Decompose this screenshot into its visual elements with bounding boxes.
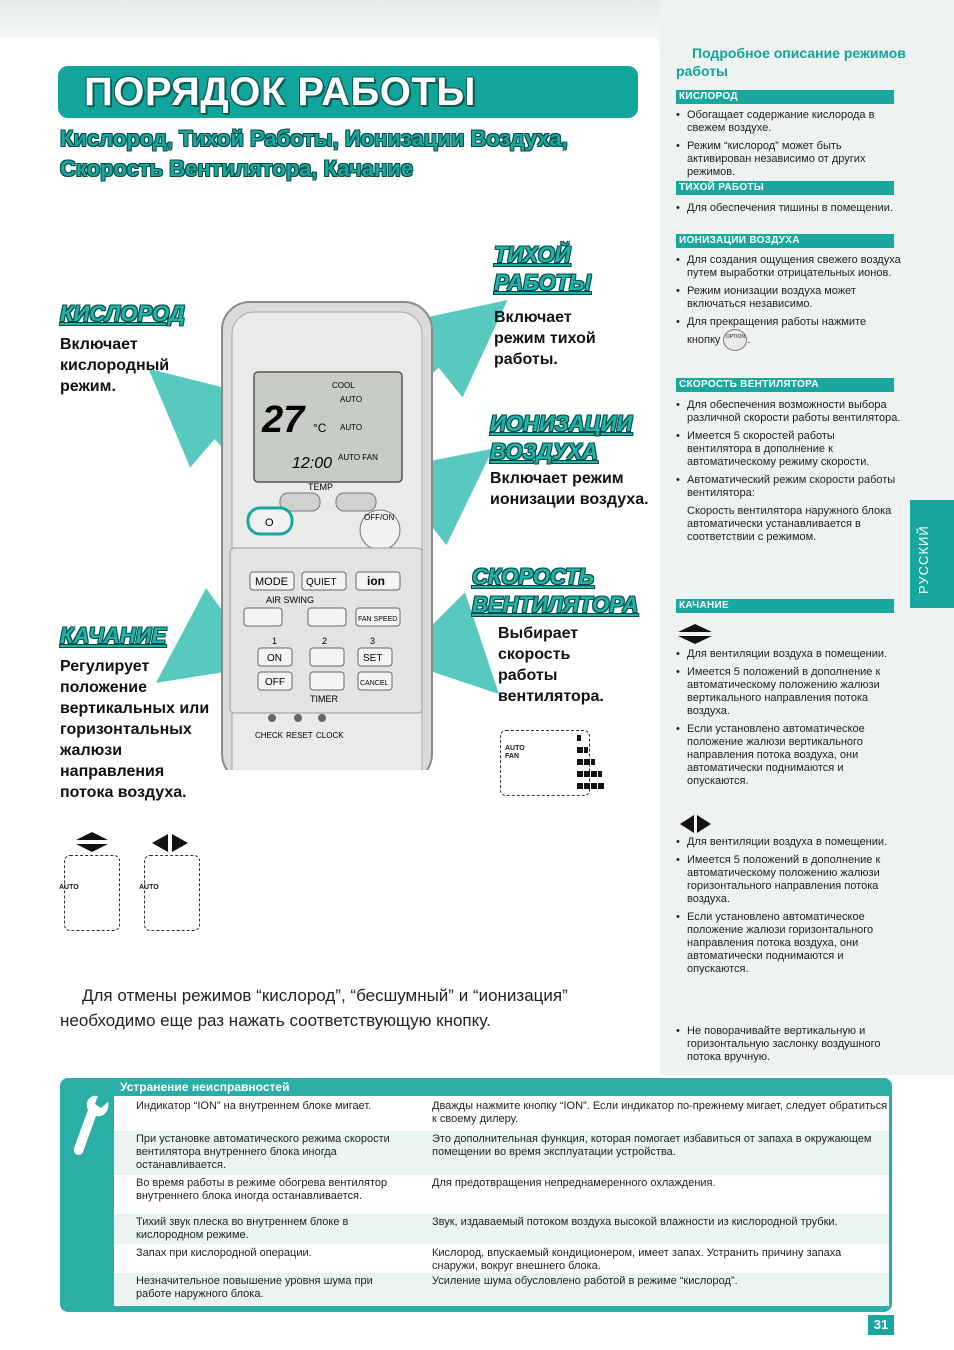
- timer-set-label: SET: [363, 653, 383, 664]
- page-subtitle: Кислород, Тихой Работы, Ионизации Воздуха, Скорость Вентилятора, Качание: [60, 126, 568, 181]
- problem-text: Запах при кислородной операции.: [136, 1247, 312, 1259]
- quiet-list: [676, 202, 901, 220]
- swing-horizontal-button[interactable]: [308, 608, 346, 626]
- temp-up-button[interactable]: [336, 493, 376, 511]
- list-item: • Не поворачивайте вертикальную и горизонтальную заслонку воздушного потока вручную.: [676, 1025, 901, 1064]
- list-item: • Имеется 5 положений в дополнение к автоматическому положению жалюзи горизонтального направления потока воздуха.: [676, 854, 901, 906]
- fan-list: [676, 399, 901, 549]
- quiet-label: QUIET: [306, 577, 337, 588]
- wrench-icon: [68, 1092, 112, 1162]
- ion-section-head: ИОНИЗАЦИИ ВОЗДУХА: [676, 234, 894, 248]
- fan-speed-label: FAN SPEED: [358, 616, 398, 623]
- mode-label: MODE: [255, 576, 288, 588]
- swing-vertical-icon: [72, 832, 112, 854]
- list-item: • Для вентиляции воздуха в помещении.: [676, 648, 901, 661]
- lcd-temp: 27: [262, 399, 305, 441]
- problem-text: Индикатор “ION” на внутреннем блоке мигает.: [136, 1100, 372, 1112]
- solution-text: Дважды нажмите кнопку “ION”. Если индикатор по-прежнему мигает, следует обратиться к своему дилеру.: [432, 1100, 888, 1125]
- lcd-auto-1: AUTO: [340, 395, 363, 404]
- table-cell-problem: [114, 1100, 409, 1113]
- swing-horizontal-auto: AUTO: [139, 884, 159, 891]
- troubleshooting-heading: Устранение неисправностей: [120, 1080, 290, 1094]
- list-item: • Для создания ощущения свежего воздуха путем выработки отрицательных ионов.: [676, 254, 901, 280]
- swing-horizontal-diagram: [139, 855, 200, 931]
- list-item: • Имеется 5 скоростей работы вентилятора в дополнение к автоматическому режиму скорости.: [676, 430, 901, 469]
- oxygen-section-head: КИСЛОРОД: [676, 90, 894, 104]
- quiet-title-1: ТИХОЙ: [494, 242, 571, 267]
- quiet-section-head: ТИХОЙ РАБОТЫ: [676, 181, 894, 195]
- problem-text: Незначительное повышение уровня шума при работе наружного блока.: [136, 1275, 373, 1300]
- cancel-note: [60, 983, 650, 1033]
- ion-list: [676, 254, 901, 356]
- clock-label: CLOCK: [316, 731, 344, 740]
- table-cell-solution: [410, 1216, 889, 1229]
- language-tab-label: РУССКИЙ: [916, 525, 931, 594]
- cancel-note-text: Для отмены режимов “кислород”, “бесшумный” и “ионизация” необходимо еще раз нажать соответствующую кнопку.: [60, 986, 568, 1030]
- list-item: • Для обеспечения тишины в помещении.: [676, 202, 901, 215]
- problem-text: Во время работы в режиме обогрева вентилятор внутреннего блока иногда останавливается.: [136, 1177, 388, 1202]
- timer-2: 2: [322, 636, 328, 646]
- fan-section-head: СКОРОСТЬ ВЕНТИЛЯТОРА: [676, 378, 894, 392]
- check-button[interactable]: [268, 714, 276, 722]
- swing-vertical-diagram: [59, 855, 120, 931]
- timer-label: TIMER: [310, 694, 338, 704]
- clock-button[interactable]: [318, 714, 326, 722]
- ion-label: ion: [367, 574, 385, 588]
- timer-1: 1: [272, 636, 278, 646]
- swing-section-head: КАЧАНИЕ: [676, 599, 894, 613]
- table-row: [114, 1100, 889, 1130]
- list-item: • Режим ионизации воздуха может включаться независимо.: [676, 285, 901, 311]
- list-item: Скорость вентилятора наружного блока автоматически устанавливается в соответствии с режимом.: [687, 505, 892, 543]
- timer-up-button[interactable]: [310, 648, 344, 666]
- ion-text: Включает режим ионизации воздуха.: [490, 470, 649, 508]
- list-item: • Имеется 5 положений в дополнение к автоматическому положению жалюзи вертикального направления потока воздуха.: [676, 666, 901, 718]
- table-cell-solution: [410, 1100, 889, 1126]
- table-cell-problem: [114, 1177, 409, 1203]
- quiet-title-2: РАБОТЫ: [494, 270, 592, 295]
- swing-note-list: [676, 1025, 901, 1069]
- swing-horizontal-list: [676, 836, 901, 981]
- ion-stop-text: Для прекращения работы нажмите кнопку: [687, 316, 867, 346]
- table-cell-problem: [114, 1275, 409, 1301]
- swing-title: КАЧАНИЕ: [60, 623, 167, 648]
- lcd-cool: COOL: [332, 381, 355, 390]
- swing-vertical-button[interactable]: [244, 608, 282, 626]
- timer-off-label: OFF: [265, 677, 285, 688]
- air-swing-label: AIR SWING: [266, 595, 315, 605]
- option-button-icon: [723, 329, 747, 351]
- ion-title-2: ВОЗДУХА: [490, 439, 598, 464]
- swing-horizontal-icon-right: [678, 814, 714, 834]
- solution-text: Кислород, впускаемый кондиционером, имеет запах. Устранить причину запаха снаружи, вокруг внешнего блока.: [432, 1247, 842, 1272]
- list-item: • Для прекращения работы нажмите кнопку OPTION .: [676, 316, 901, 351]
- list-item: • Автоматический режим скорости работы вентилятора:: [676, 474, 901, 500]
- reset-button[interactable]: [294, 714, 302, 722]
- fan-title-1: СКОРОСТЬ: [472, 564, 595, 589]
- table-cell-solution: [410, 1247, 889, 1273]
- details-heading-text: Подробное описание режимов работы: [676, 45, 906, 79]
- fan-text: Выбирает скорость работы вентилятора.: [498, 625, 604, 705]
- fan-bars-icon: [577, 733, 617, 793]
- oxygen-text: Включает кислородный режим.: [60, 336, 170, 395]
- lcd-auto-fan: AUTO FAN: [338, 453, 378, 462]
- list-item: • Для вентиляции воздуха в помещении.: [676, 836, 901, 849]
- list-item: • Если установлено автоматическое положение жалюзи горизонтального направления потока воздуха, они автоматически поднимаются и опускаются.: [676, 911, 901, 976]
- details-heading: [676, 44, 926, 80]
- oxygen-title: КИСЛОРОД: [60, 301, 185, 326]
- solution-text: Усиление шума обусловлено работой в режиме “кислород”.: [432, 1275, 738, 1287]
- table-cell-problem: [114, 1216, 409, 1242]
- offon-label: OFF/ON: [364, 513, 395, 522]
- lcd-auto-2: AUTO: [340, 423, 363, 432]
- timer-3: 3: [370, 636, 376, 646]
- table-cell-problem: [114, 1247, 409, 1260]
- auto-fan-label: AUTO FAN: [505, 745, 525, 760]
- solution-text: Для предотвращения непреднамеренного охлаждения.: [432, 1177, 716, 1189]
- lcd-unit: °C: [313, 421, 327, 435]
- swing-text: Регулирует положение вертикальных или горизонтальных жалюзи направления потока воздуха.: [60, 658, 210, 801]
- page-title: ПОРЯДОК РАБОТЫ: [84, 70, 476, 114]
- swing-vertical-icon-right: [676, 624, 714, 644]
- table-cell-problem: [114, 1133, 409, 1172]
- ion-title-1: ИОНИЗАЦИИ: [490, 411, 633, 436]
- list-item: • Для обеспечения возможности выбора различной скорости работы вентилятора.: [676, 399, 901, 425]
- language-tab: [910, 500, 954, 608]
- timer-on-label: ON: [267, 653, 282, 664]
- list-item: • Если установлено автоматическое положение жалюзи вертикального направления потока воздуха, они автоматически поднимаются и опускаются.: [676, 723, 901, 788]
- reset-label: RESET: [286, 731, 313, 740]
- table-cell-solution: [410, 1177, 889, 1190]
- option-button-label: OPTION: [725, 334, 746, 340]
- oxygen-list: [676, 109, 901, 184]
- swing-vertical-auto: AUTO: [59, 884, 79, 891]
- table-cell-solution: [410, 1133, 889, 1159]
- fan-title-2: ВЕНТИЛЯТОРА: [472, 592, 639, 617]
- check-label: CHECK: [255, 731, 284, 740]
- auto-fan-diagram: [500, 730, 590, 796]
- swing-vertical-list: [676, 648, 901, 793]
- solution-text: Это дополнительная функция, которая помогает избавиться от запаха в окружающем помещении во время эксплуатации устройства.: [432, 1133, 872, 1158]
- oxygen-button-icon: O: [265, 517, 274, 529]
- table-cell-solution: [410, 1275, 889, 1288]
- problem-text: Тихий звук плеска во внутреннем блоке в кислородном режиме.: [136, 1216, 349, 1241]
- page-number: 31: [868, 1315, 894, 1335]
- problem-text: При установке автоматического режима скорости вентилятора внутреннего блока иногда останавливается.: [136, 1133, 390, 1171]
- quiet-text: Включает режим тихой работы.: [494, 309, 596, 368]
- timer-cancel-label: CANCEL: [360, 680, 389, 687]
- timer-down-button[interactable]: [310, 672, 344, 690]
- list-item: • Режим “кислород” может быть активирован независимо от других режимов.: [676, 140, 901, 179]
- solution-text: Звук, издаваемый потоком воздуха высокой влажности из кислородной трубки.: [432, 1216, 838, 1228]
- remote-temp-label: TEMP: [308, 482, 334, 492]
- swing-horizontal-icon: [150, 832, 190, 854]
- list-item: • Обогащает содержание кислорода в свежем воздухе.: [676, 109, 901, 135]
- lcd-time: 12:00: [292, 455, 333, 472]
